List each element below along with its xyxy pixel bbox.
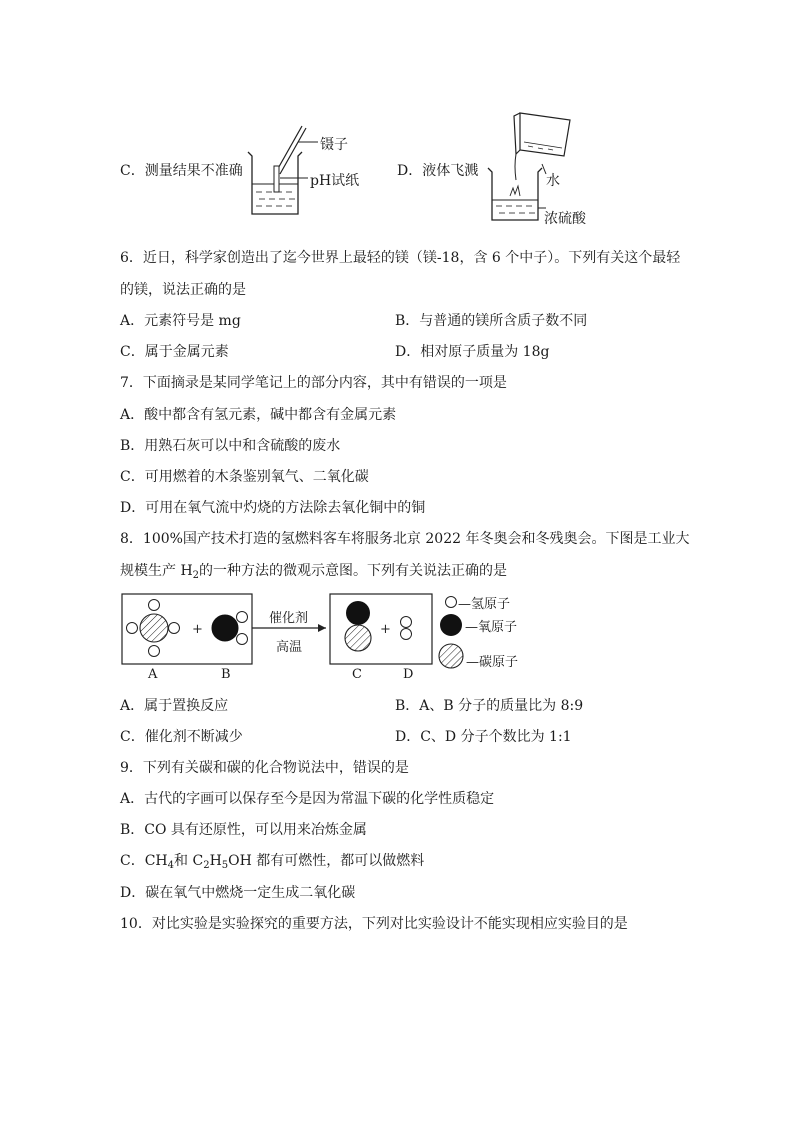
legend-carbon-symbol — [439, 644, 463, 668]
q7-stem: 7．下面摘录是某同学笔记上的部分内容，其中有错误的一项是 — [120, 375, 507, 391]
molecule-a-methane — [127, 600, 180, 657]
label-concentrated-acid: 浓硫酸 — [544, 211, 586, 227]
q5-option-d: D．液体飞溅 — [397, 163, 479, 179]
molecule-b-water — [212, 612, 248, 645]
legend-oxygen-symbol — [440, 614, 462, 636]
svg-text:+: + — [192, 622, 203, 637]
q10-stem: 10．对比实验是实验探究的重要方法，下列对比实验设计不能实现相应实验目的是 — [120, 916, 628, 932]
molecule-letter-b: B — [221, 667, 231, 682]
q8-option-d: D．C、D 分子个数比为 1:1 — [395, 729, 572, 745]
q8-option-c: C．催化剂不断减少 — [120, 729, 243, 745]
arrow-label-catalyst: 催化剂 — [269, 611, 309, 626]
legend-hydrogen-symbol — [446, 597, 457, 608]
q7-option-d: D．可用在氧气流中灼烧的方法除去氧化铜中的铜 — [120, 500, 426, 516]
q8-stem-line1: 8．100%国产技术打造的氢燃料客车将服务北京 2022 年冬奥会和冬残奥会。下图是工业大 — [120, 531, 690, 547]
q9-option-d: D．碳在氧气中燃烧一定生成二氧化碳 — [120, 885, 356, 901]
q8-option-a: A．属于置换反应 — [120, 698, 229, 714]
q8-stem-line2: 规模生产 $H_2$的一种方法的微观示意图。下列有关说法正确的是 — [120, 563, 508, 581]
q9-option-c: C．$CH_4$和 $C_2H_5OH$ 都有可燃性，都可以做燃料 — [120, 853, 425, 871]
molecule-letter-a: A — [148, 667, 158, 682]
q6-option-c: C．属于金属元素 — [120, 344, 229, 360]
q6-stem-line2: 的镁，说法正确的是 — [120, 282, 246, 298]
svg-text:+: + — [380, 622, 391, 637]
molecule-letter-c: C — [352, 667, 362, 682]
q9-stem: 9．下列有关碳和碳的化合物说法中，错误的是 — [120, 760, 409, 776]
q7-option-c: C．可用燃着的木条鉴别氧气、二氧化碳 — [120, 469, 369, 485]
label-tweezers: 镊子 — [320, 137, 348, 153]
q6-option-a: A．元素符号是 mg — [120, 313, 241, 329]
q6-option-b: B．与普通的镁所含质子数不同 — [395, 313, 588, 329]
q9-option-a: A．古代的字画可以保存至今是因为常温下碳的化学性质稳定 — [120, 791, 495, 807]
q7-option-a: A．酸中都含有氢元素，碱中都含有金属元素 — [120, 407, 397, 423]
q8-option-b: B．A、B 分子的质量比为 8:9 — [395, 698, 584, 714]
molecule-d-hydrogen — [401, 617, 412, 640]
q6-option-d: D．相对原子质量为 18g — [395, 344, 550, 360]
q9-option-b: B．CO 具有还原性，可以用来冶炼金属 — [120, 822, 367, 838]
q7-option-b: B．用熟石灰可以中和含硫酸的废水 — [120, 438, 341, 454]
legend-oxygen-label: —氧原子 — [465, 620, 518, 635]
arrow-label-high-temp: 高温 — [276, 640, 303, 655]
legend-carbon-label: —碳原子 — [466, 655, 519, 670]
molecule-letter-d: D — [403, 667, 414, 682]
molecule-c-carbon-monoxide — [345, 601, 371, 651]
q6-stem-line1: 6．近日，科学家创造出了迄今世界上最轻的镁（镁-18，含 6 个中子）。下列有关这个最轻 — [120, 250, 681, 266]
label-water: 水 — [546, 173, 560, 189]
label-ph-paper: pH试纸 — [310, 173, 360, 189]
legend-hydrogen-label: —氢原子 — [458, 597, 511, 612]
q5-option-c: C．测量结果不准确 — [120, 163, 243, 179]
